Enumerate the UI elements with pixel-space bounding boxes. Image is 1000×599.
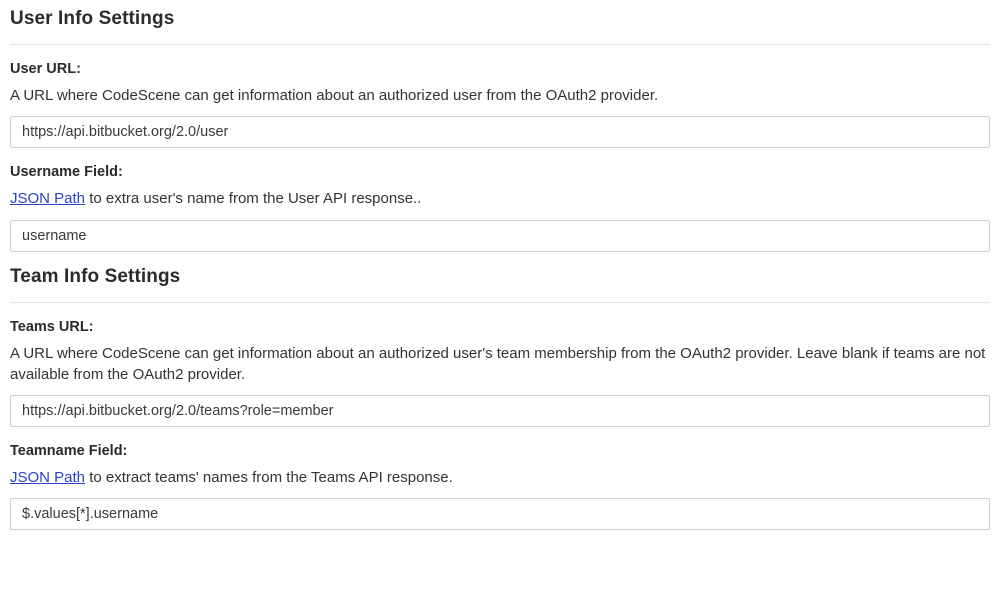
field-help-teamname-text: to extract teams' names from the Teams API response. (85, 469, 453, 487)
field-help-user-url (10, 85, 990, 106)
json-path-link-username[interactable]: JSON Path (10, 190, 86, 208)
field-teamname-field (10, 443, 990, 530)
section-title-user-info: User Info Settings (10, 8, 175, 29)
field-label-user-url: User URL: (10, 61, 81, 77)
teams-url-input[interactable] (10, 395, 990, 427)
user-url-input[interactable] (10, 116, 990, 148)
field-help-user-url-text: A URL where CodeScene can get information about an authorized user from the OAuth2 provider. (10, 87, 659, 104)
section-title-team-info: Team Info Settings (10, 265, 181, 287)
field-username-field (10, 164, 990, 251)
username-field-input[interactable] (10, 220, 990, 252)
field-teams-url (10, 319, 990, 428)
field-help-teams-url (10, 343, 990, 386)
field-label-teams-url: Teams URL: (10, 318, 94, 335)
section-divider (10, 302, 990, 303)
field-help-teams-url-text: A URL where CodeScene can get information about an authorized user's team membership from the OAuth2 provider. Leave blank if teams are not available from the OAuth2 provider. (10, 344, 986, 383)
field-help-teamname-field (10, 467, 990, 488)
field-user-url (10, 61, 990, 148)
field-label-teamname-field: Teamname Field: (10, 443, 128, 460)
json-path-link-teamname[interactable]: JSON Path (10, 469, 86, 487)
teamname-field-input[interactable] (10, 498, 990, 530)
field-help-username-text: to extra user's name from the User API response.. (85, 190, 422, 208)
field-label-username-field: Username Field: (10, 164, 123, 181)
field-help-username-field (10, 188, 990, 209)
section-divider (10, 44, 990, 45)
